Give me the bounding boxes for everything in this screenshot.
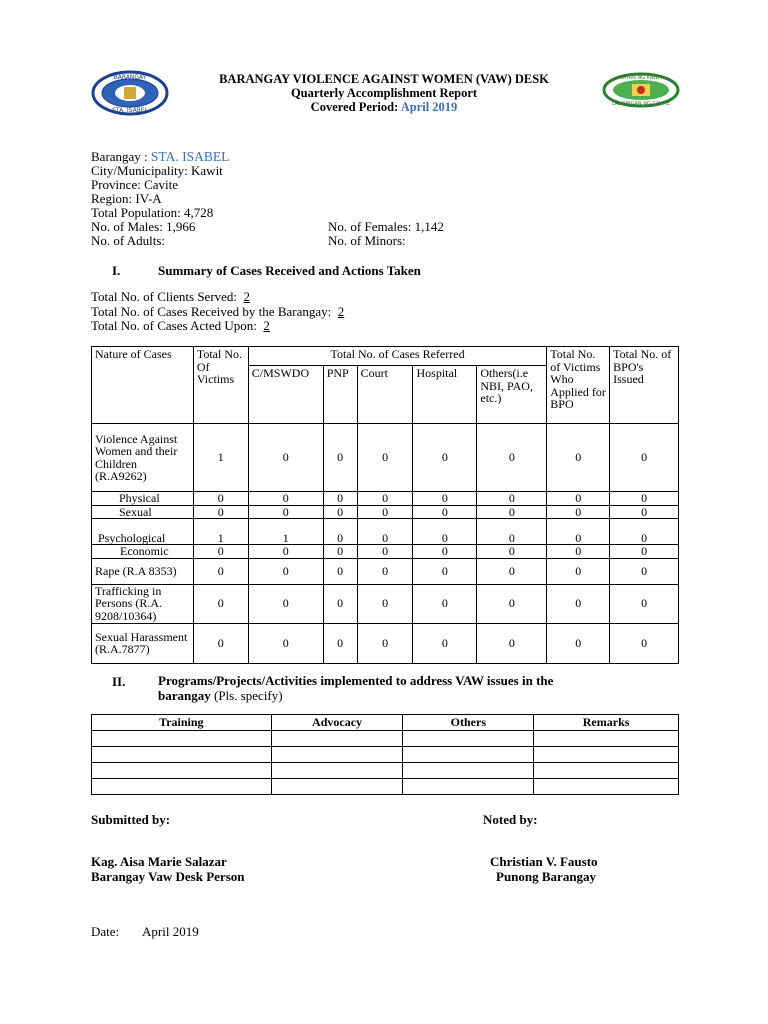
covered-period-value: April 2019 xyxy=(400,100,458,114)
case-value-cell: 0 xyxy=(248,492,323,506)
report-title: BARANGAY VIOLENCE AGAINST WOMEN (VAW) DESK xyxy=(219,72,549,86)
case-value-cell: 0 xyxy=(323,492,357,506)
section2-number: II. xyxy=(112,674,126,689)
noter-name: Christian V. Fausto xyxy=(490,854,598,869)
case-value-cell: 0 xyxy=(547,424,610,492)
submitter-title: Barangay Vaw Desk Person xyxy=(91,869,245,884)
case-value-cell: 0 xyxy=(610,492,679,506)
case-value-cell: 0 xyxy=(413,424,477,492)
case-value-cell: 0 xyxy=(477,492,547,506)
case-nature-cell: Economic xyxy=(92,545,194,559)
case-value-cell: 0 xyxy=(323,505,357,519)
programs-header-row xyxy=(92,715,679,731)
programs-row xyxy=(92,763,679,779)
case-value-cell: 0 xyxy=(193,505,248,519)
header-victims: Total No. Of Victims xyxy=(193,347,248,424)
case-value-cell: 0 xyxy=(413,558,477,584)
case-value-cell: 0 xyxy=(193,623,248,663)
left-logo-top-text: BARANGAY xyxy=(113,74,147,81)
table-row xyxy=(92,492,679,506)
case-value-cell: 0 xyxy=(610,558,679,584)
barangay-value: STA. ISABEL xyxy=(150,149,230,164)
header-cmswdo: C/MSWDO xyxy=(248,366,323,424)
case-value-cell: 0 xyxy=(477,584,547,623)
table-row xyxy=(92,519,679,545)
case-value-cell: 0 xyxy=(547,623,610,663)
clients-served-label: Total No. of Clients Served: xyxy=(91,289,238,304)
header-pnp: PNP xyxy=(323,366,357,424)
case-value-cell: 0 xyxy=(193,558,248,584)
noter-title: Punong Barangay xyxy=(496,869,597,884)
table-row xyxy=(92,623,679,663)
case-value-cell: 0 xyxy=(323,519,357,545)
case-value-cell: 0 xyxy=(323,558,357,584)
programs-table xyxy=(91,714,679,795)
barangay-label: Barangay : xyxy=(91,149,148,164)
case-value-cell: 0 xyxy=(477,623,547,663)
section2-title: Programs/Projects/Activities implemented to address VAW issues in the xyxy=(158,673,554,688)
cases-acted-label: Total No. of Cases Acted Upon: xyxy=(91,318,257,333)
case-value-cell: 0 xyxy=(248,623,323,663)
case-value-cell: 0 xyxy=(547,584,610,623)
programs-col-remarks: Remarks xyxy=(534,715,679,731)
header-others: Others(i.e NBI, PAO, etc.) xyxy=(477,366,547,424)
case-value-cell: 0 xyxy=(413,519,477,545)
barangay-line xyxy=(91,150,229,164)
cases-acted-value: 2 xyxy=(263,318,270,333)
cases-summary-table xyxy=(91,346,679,664)
header-bpo-issued: Total No. of BPO's Issued xyxy=(610,347,679,424)
programs-col-others: Others xyxy=(403,715,534,731)
cases-acted-line xyxy=(91,319,344,334)
case-rows xyxy=(92,424,679,664)
case-value-cell: 0 xyxy=(477,545,547,559)
case-value-cell: 0 xyxy=(323,584,357,623)
noted-by-label: Noted by: xyxy=(483,812,538,827)
case-value-cell: 0 xyxy=(323,623,357,663)
males-line: No. of Males: 1,966 xyxy=(91,219,196,234)
cases-received-value: 2 xyxy=(337,303,345,319)
case-value-cell: 1 xyxy=(193,424,248,492)
case-totals xyxy=(91,290,344,334)
case-value-cell: 0 xyxy=(413,505,477,519)
case-nature-cell: Violence Against Women and their Children (R.A9262) xyxy=(92,424,194,492)
case-value-cell: 0 xyxy=(610,584,679,623)
right-logo-bottom-text: LALAWIGAN NG CAVITE xyxy=(611,101,671,107)
case-value-cell: 1 xyxy=(193,519,248,545)
case-value-cell: 0 xyxy=(357,492,413,506)
case-value-cell: 1 xyxy=(248,519,323,545)
noter-block xyxy=(490,854,598,884)
submitted-by-label: Submitted by: xyxy=(91,812,171,827)
case-value-cell: 0 xyxy=(413,623,477,663)
case-value-cell: 0 xyxy=(248,545,323,559)
submitter-block xyxy=(91,854,245,884)
case-nature-cell: Physical xyxy=(92,492,194,506)
date-label: Date: xyxy=(91,924,120,939)
header-nature: Nature of Cases xyxy=(92,347,194,424)
case-value-cell: 0 xyxy=(610,505,679,519)
programs-col-advocacy: Advocacy xyxy=(271,715,403,731)
case-value-cell: 0 xyxy=(357,584,413,623)
case-value-cell: 0 xyxy=(610,545,679,559)
case-value-cell: 0 xyxy=(357,623,413,663)
case-value-cell: 0 xyxy=(248,505,323,519)
date-value: April 2019 xyxy=(142,924,199,939)
section2-title-cont: barangay xyxy=(158,687,211,703)
case-value-cell: 0 xyxy=(610,623,679,663)
case-nature-cell: Sexual Harassment (R.A.7877) xyxy=(92,623,194,663)
case-value-cell: 0 xyxy=(323,424,357,492)
case-value-cell: 0 xyxy=(547,519,610,545)
programs-col-training: Training xyxy=(92,715,272,731)
region-line: Region: IV-A xyxy=(91,191,162,206)
case-value-cell: 0 xyxy=(248,424,323,492)
section2-note: (Pls. specify) xyxy=(213,687,283,703)
case-value-cell: 0 xyxy=(323,545,357,559)
programs-row xyxy=(92,731,679,747)
covered-period-label: Covered Period: xyxy=(310,100,399,114)
case-value-cell: 0 xyxy=(193,492,248,506)
city-line: City/Municipality: Kawit xyxy=(91,163,223,178)
minors-line: No. of Minors: xyxy=(328,233,406,248)
submitter-name: Kag. Aisa Marie Salazar xyxy=(91,854,227,869)
case-value-cell: 0 xyxy=(357,558,413,584)
clients-served-value: 2 xyxy=(243,289,251,304)
section1-title: Summary of Cases Received and Actions Taken xyxy=(158,263,421,278)
section2-heading xyxy=(158,674,553,703)
programs-row xyxy=(92,779,679,795)
header-bpo-applied: Total No. of Victims Who Applied for BPO xyxy=(547,347,610,424)
programs-row xyxy=(92,747,679,763)
clients-served-line xyxy=(91,290,344,305)
table-header-row xyxy=(92,347,679,366)
table-row xyxy=(92,505,679,519)
case-value-cell: 0 xyxy=(413,584,477,623)
case-value-cell: 0 xyxy=(610,519,679,545)
case-value-cell: 0 xyxy=(413,545,477,559)
case-value-cell: 0 xyxy=(193,584,248,623)
case-value-cell: 0 xyxy=(357,505,413,519)
case-nature-cell: Psychological xyxy=(92,519,194,545)
case-value-cell: 0 xyxy=(357,519,413,545)
table-row xyxy=(92,545,679,559)
case-value-cell: 0 xyxy=(248,558,323,584)
barangay-info xyxy=(91,150,229,248)
case-nature-cell: Trafficking in Persons (R.A. 9208/10364) xyxy=(92,584,194,623)
header-court: Court xyxy=(357,366,413,424)
case-nature-cell: Rape (R.A 8353) xyxy=(92,558,194,584)
case-value-cell: 0 xyxy=(477,558,547,584)
population-line: Total Population: 4,728 xyxy=(91,205,214,220)
case-value-cell: 0 xyxy=(477,424,547,492)
adults-line: No. of Adults: xyxy=(91,233,166,248)
case-value-cell: 0 xyxy=(610,424,679,492)
right-logo-top-text: BAYAN NG KAWIT xyxy=(619,75,663,81)
case-value-cell: 0 xyxy=(477,519,547,545)
left-logo-bottom-text: STA. ISABEL xyxy=(112,107,148,114)
section1-number: I. xyxy=(112,263,121,278)
cases-received-label: Total No. of Cases Received by the Barangay: xyxy=(91,303,332,319)
report-subtitle: Quarterly Accomplishment Report xyxy=(290,86,478,100)
table-row xyxy=(92,584,679,623)
case-value-cell: 0 xyxy=(357,424,413,492)
case-value-cell: 0 xyxy=(248,584,323,623)
header-referred: Total No. of Cases Referred xyxy=(248,347,547,366)
case-value-cell: 0 xyxy=(547,492,610,506)
table-row xyxy=(92,424,679,492)
case-value-cell: 0 xyxy=(547,545,610,559)
table-row xyxy=(92,558,679,584)
females-line: No. of Females: 1,142 xyxy=(328,219,444,234)
province-line: Province: Cavite xyxy=(91,177,179,192)
case-value-cell: 0 xyxy=(357,545,413,559)
covered-period xyxy=(0,100,768,114)
report-header xyxy=(0,72,768,114)
case-value-cell: 0 xyxy=(193,545,248,559)
case-value-cell: 0 xyxy=(413,492,477,506)
cases-received-line xyxy=(91,305,344,320)
case-value-cell: 0 xyxy=(477,505,547,519)
header-hospital: Hospital xyxy=(413,366,477,424)
case-nature-cell: Sexual xyxy=(92,505,194,519)
case-value-cell: 0 xyxy=(547,505,610,519)
case-value-cell: 0 xyxy=(547,558,610,584)
